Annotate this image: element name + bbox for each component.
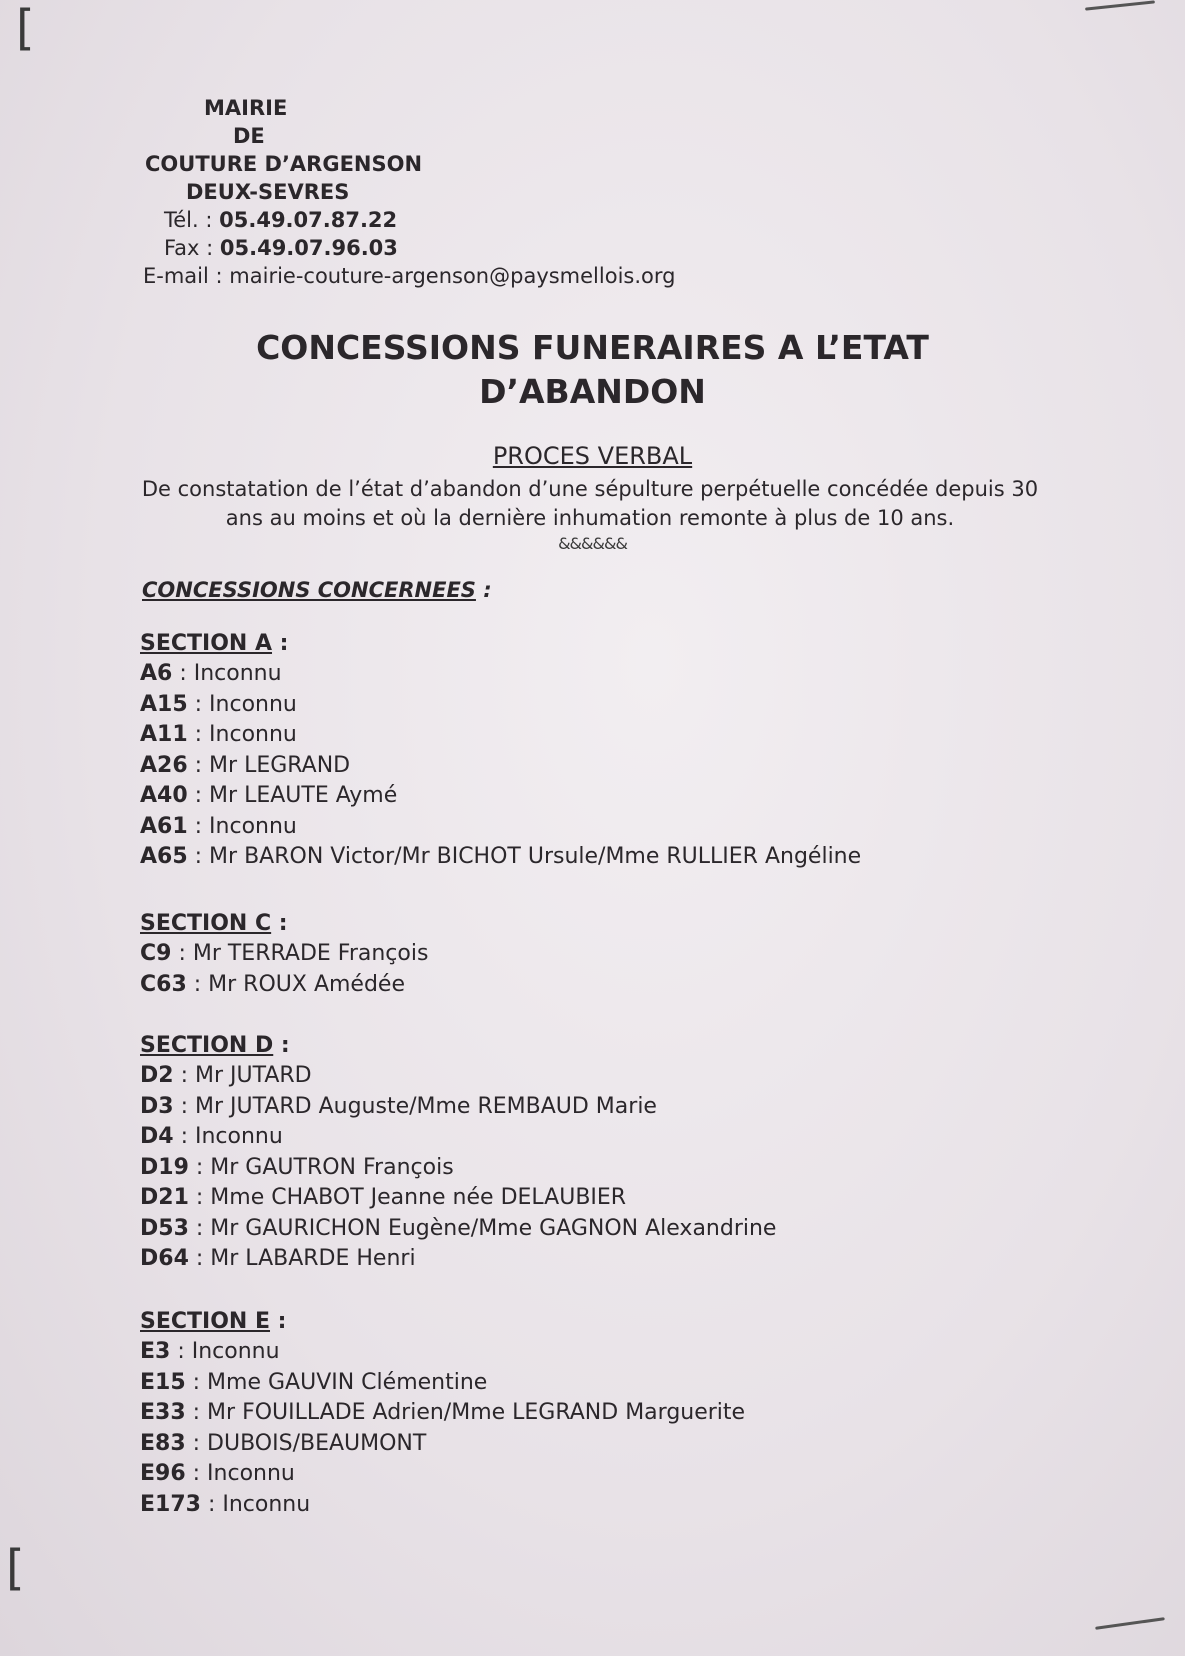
binder-clip-top-left: [	[16, 0, 35, 56]
concession-holder: : Mr TERRADE François	[171, 941, 429, 966]
concession-code: C63	[140, 971, 187, 997]
concession-code: E96	[140, 1461, 186, 1486]
section-c	[140, 908, 428, 1000]
list-item	[140, 1459, 745, 1490]
concession-code: E83	[140, 1430, 186, 1456]
concession-code: E3	[140, 1339, 171, 1364]
list-item	[140, 1244, 776, 1275]
concession-holder: : Inconnu	[173, 1124, 283, 1149]
concession-holder: : Mr FOUILLADE Adrien/Mme LEGRAND Marguerite	[185, 1400, 746, 1425]
header-line-de: DE	[233, 124, 265, 148]
email-label: E-mail :	[143, 264, 230, 288]
concerned-suffix: :	[475, 578, 492, 602]
list-item	[140, 1490, 745, 1521]
header-email	[143, 262, 675, 290]
concession-holder: : Mr BARON Victor/Mr BICHOT Ursule/Mme RULLIER Angéline	[187, 844, 862, 869]
pin-top-right	[1085, 0, 1155, 10]
concession-code: D64	[140, 1246, 189, 1271]
concession-code: A6	[140, 661, 173, 686]
concession-holder: : Mr GAURICHON Eugène/Mme GAGNON Alexandrine	[188, 1215, 777, 1241]
concession-code: D19	[140, 1154, 189, 1180]
section-a	[140, 628, 861, 873]
list-item	[140, 1061, 776, 1092]
concession-holder: : Mr LEGRAND	[187, 752, 351, 778]
concession-holder: : DUBOIS/BEAUMONT	[185, 1430, 427, 1456]
list-item	[140, 781, 861, 812]
title-line-1: CONCESSIONS FUNERAIRES A L’ETAT	[256, 328, 929, 367]
list-item	[140, 1398, 745, 1429]
concession-code: D2	[140, 1063, 174, 1088]
list-item	[140, 1122, 776, 1153]
concession-holder: : Mr JUTARD Auguste/Mme REMBAUD Marie	[173, 1093, 657, 1119]
concession-code: D4	[140, 1124, 174, 1149]
concession-code: A15	[140, 691, 188, 717]
list-item	[140, 1214, 776, 1245]
concession-code: A65	[140, 844, 188, 869]
section-e	[140, 1306, 745, 1520]
concessions-concernees-heading	[142, 578, 492, 602]
list-item	[140, 1429, 745, 1460]
list-item	[140, 1368, 745, 1399]
list-item	[140, 842, 861, 873]
fax-label: Fax :	[164, 236, 220, 260]
concession-holder: : Mme CHABOT Jeanne née DELAUBIER	[188, 1185, 627, 1210]
concession-holder: : Inconnu	[172, 661, 282, 686]
concession-code: C9	[140, 941, 172, 966]
ornament-divider: &&&&&&	[558, 534, 627, 553]
concession-holder: : Mme GAUVIN Clémentine	[185, 1369, 488, 1395]
section-title-suffix: :	[272, 631, 289, 656]
concession-holder: : Inconnu	[185, 1461, 295, 1486]
section-title	[140, 628, 861, 659]
list-item	[140, 1153, 776, 1184]
concerned-label: CONCESSIONS CONCERNEES	[142, 578, 476, 602]
header-line-mairie: MAIRIE	[204, 96, 288, 120]
concession-holder: : Mr GAUTRON François	[188, 1154, 454, 1180]
concession-code: E173	[140, 1491, 201, 1517]
header-fax	[164, 234, 398, 262]
concession-holder: : Inconnu	[200, 1491, 311, 1517]
pv-line-2: ans au moins et où la dernière inhumation remonte à plus de 10 ans.	[225, 506, 955, 530]
section-title-suffix: :	[273, 1033, 290, 1058]
document-title	[0, 326, 1185, 414]
section-title-label: SECTION E	[140, 1309, 271, 1334]
list-item	[140, 1183, 776, 1214]
section-title-suffix: :	[270, 1309, 287, 1334]
section-title	[140, 908, 428, 939]
tel-value: 05.49.07.87.22	[219, 208, 398, 232]
concession-holder: : Mr LEAUTE Aymé	[187, 783, 398, 808]
list-item	[140, 1092, 776, 1123]
section-title-label: SECTION D	[140, 1033, 274, 1058]
proces-verbal-text	[140, 475, 1040, 533]
concession-holder: : Mr LABARDE Henri	[188, 1246, 416, 1271]
concession-holder: : Inconnu	[187, 722, 297, 747]
section-title-label: SECTION A	[140, 631, 273, 656]
fax-value: 05.49.07.96.03	[219, 236, 398, 260]
list-item	[140, 1337, 745, 1368]
pin-bottom-right	[1095, 1617, 1165, 1630]
concession-code: A11	[140, 722, 188, 747]
concession-code: D21	[140, 1185, 189, 1210]
binder-clip-bottom-left: [	[6, 1540, 25, 1596]
list-item	[140, 812, 861, 843]
proces-verbal-label: PROCES VERBAL	[492, 442, 693, 470]
concession-code: A61	[140, 813, 188, 839]
email-value: mairie-couture-argenson@paysmellois.org	[229, 264, 676, 288]
concession-holder: : Mr ROUX Amédée	[186, 971, 406, 997]
header-line-commune: COUTURE D’ARGENSON	[145, 152, 423, 176]
header-tel	[164, 206, 397, 234]
list-item	[140, 751, 861, 782]
concession-code: A26	[140, 752, 188, 778]
tel-label: Tél. :	[164, 208, 220, 232]
concession-code: D3	[140, 1093, 174, 1119]
concession-code: A40	[140, 783, 188, 808]
section-title	[140, 1030, 776, 1061]
list-item	[140, 939, 428, 970]
concession-holder: : Inconnu	[187, 691, 297, 717]
list-item	[140, 690, 861, 721]
concession-code: D53	[140, 1215, 189, 1241]
pv-line-1: De constatation de l’état d’abandon d’une sépulture perpétuelle concédée depuis 30	[141, 477, 1039, 501]
concession-holder: : Inconnu	[187, 813, 297, 839]
list-item	[140, 720, 861, 751]
header-line-departement: DEUX-SEVRES	[186, 180, 350, 204]
section-title-label: SECTION C	[140, 911, 272, 936]
concession-code: E33	[140, 1400, 186, 1425]
section-d	[140, 1030, 776, 1275]
section-title-suffix: :	[271, 911, 288, 936]
concession-code: E15	[140, 1369, 186, 1395]
title-line-2: D’ABANDON	[479, 372, 706, 411]
section-title	[140, 1306, 745, 1337]
concession-holder: : Mr JUTARD	[173, 1063, 312, 1088]
list-item	[140, 659, 861, 690]
concession-holder: : Inconnu	[170, 1339, 280, 1364]
list-item	[140, 970, 428, 1001]
